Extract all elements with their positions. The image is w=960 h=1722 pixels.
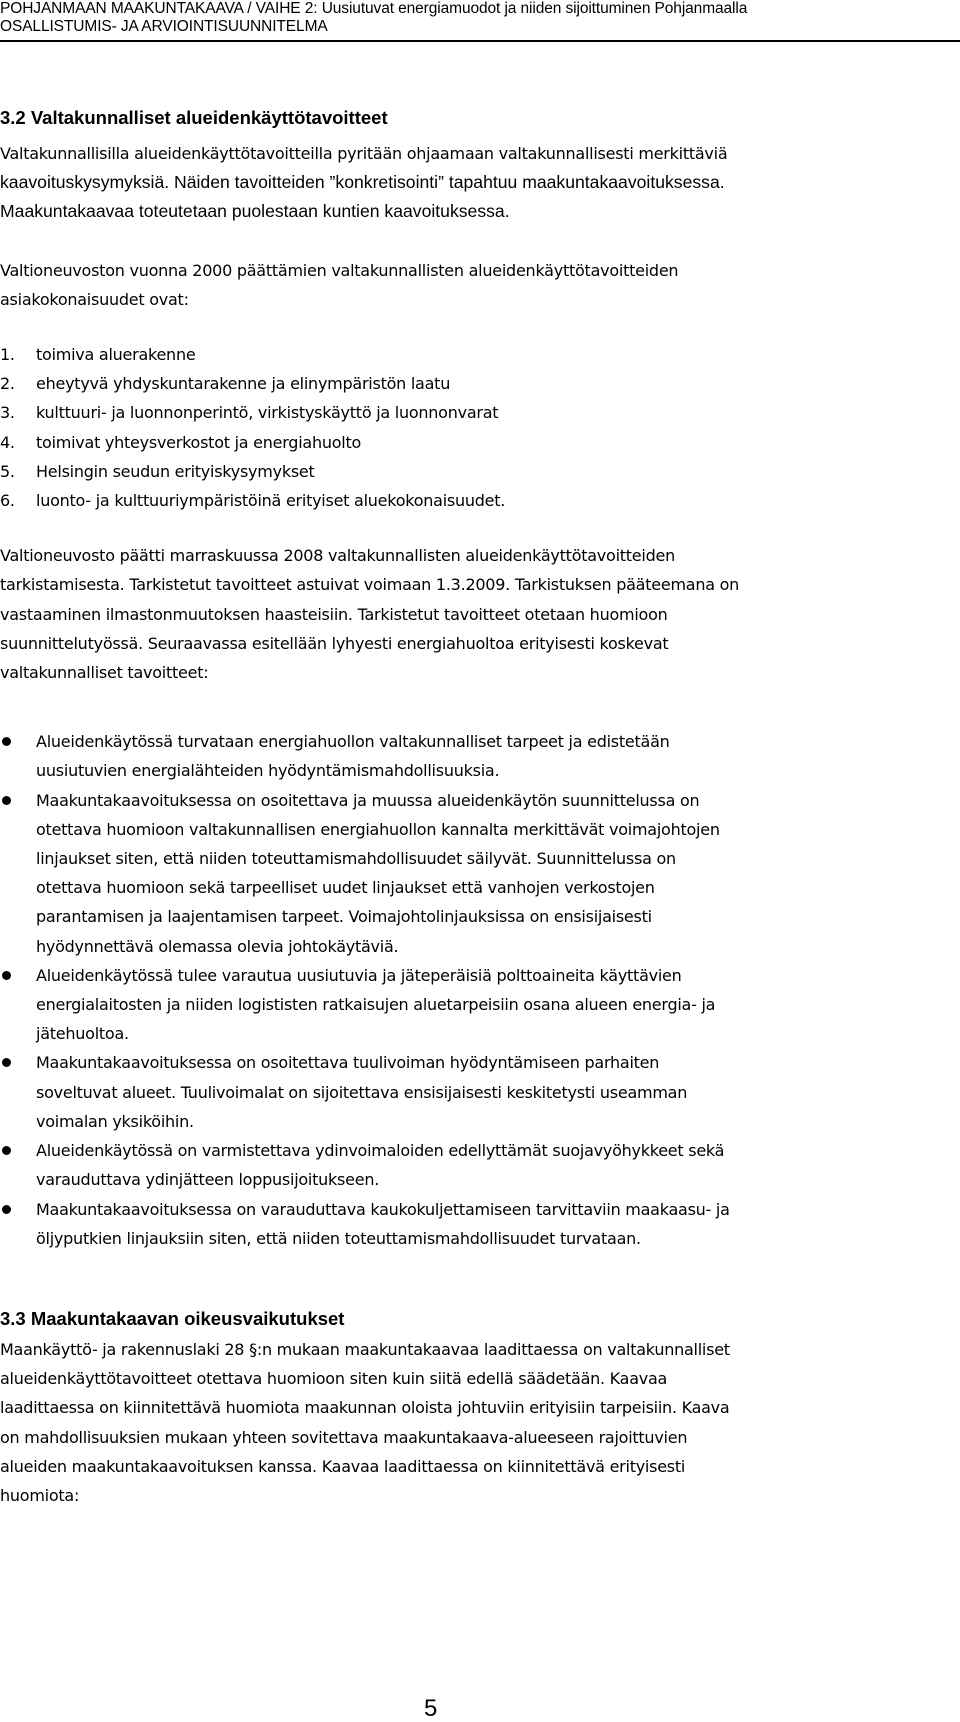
list-item-text: toimiva aluerakenne xyxy=(36,345,196,365)
paragraph-line: laadittaessa on kiinnitettävä huomiota maakunnan oloista johtuviin erityisiin tarpeisiin. Kaava xyxy=(0,1398,730,1418)
section-3-2-para2 xyxy=(0,256,940,314)
bullet-icon xyxy=(2,1146,11,1155)
bullet-item xyxy=(0,786,940,961)
bullet-line: Maakuntakaavoituksessa on varauduttava kaukokuljettamiseen tarvittaviin maakaasu- ja xyxy=(36,1199,730,1219)
section-3-3-heading: 3.3 Maakuntakaavan oikeusvaikutukset xyxy=(0,1307,345,1329)
paragraph-line: suunnittelutyössä. Seuraavassa esitellään lyhyesti energiahuoltoa erityisesti koskevat xyxy=(0,633,669,653)
bullet-line: Alueidenkäytössä tulee varautua uusiutuvia ja jäteperäisiä polttoaineita käyttävien xyxy=(36,965,682,985)
bullet-item xyxy=(0,1195,940,1253)
list-number: 1. xyxy=(0,345,15,365)
bullet-line: otettava huomioon sekä tarpeelliset uudet linjaukset että vanhojen verkostojen xyxy=(36,878,655,898)
list-number: 3. xyxy=(0,403,15,423)
section-3-2-para3 xyxy=(0,541,940,687)
section-3-2-heading: 3.2 Valtakunnalliset alueidenkäyttötavoitteet xyxy=(0,107,388,128)
bullet-line: otettava huomioon valtakunnallisen energiahuollon kannalta merkittävät voimajohtojen xyxy=(36,819,720,839)
bullet-line: soveltuvat alueet. Tuulivoimalat on sijoitettava ensisijaisesti keskitetysti useamman xyxy=(36,1082,688,1102)
bullet-line: parantamisen ja laajentamisen tarpeet. Voimajohtolinjauksissa on ensisijaisesti xyxy=(36,907,652,927)
bullet-line: öljyputkien linjauksiin siten, että niiden toteuttamismahdollisuudet turvataan. xyxy=(36,1228,641,1248)
bullet-icon xyxy=(2,796,11,805)
bullet-line: hyödynnettävä olemassa olevia johtokäytäviä. xyxy=(36,936,399,956)
bullet-line: Alueidenkäytössä turvataan energiahuollon valtakunnalliset tarpeet ja edistetään xyxy=(36,732,670,752)
bullet-line: jätehuoltoa. xyxy=(36,1024,129,1044)
list-item xyxy=(0,340,940,369)
bullet-line: uusiutuvien energialähteiden hyödyntämismahdollisuuksia. xyxy=(36,761,500,781)
bullet-line: voimalan yksiköihin. xyxy=(36,1111,194,1131)
list-item-text: toimivat yhteysverkostot ja energiahuolto xyxy=(36,432,362,452)
paragraph-line: Maankäyttö- ja rakennuslaki 28 §:n mukaan maakuntakaavaa laadittaessa on valtakunnalliset xyxy=(0,1339,730,1359)
bullet-icon xyxy=(2,1058,11,1067)
header-title: POHJANMAAN MAAKUNTAKAAVA / VAIHE 2: Uusiutuvat energiamuodot ja niiden sijoittuminen Pohjanmaalla xyxy=(0,0,748,17)
list-item-text: kulttuuri- ja luonnonperintö, virkistyskäyttö ja luonnonvarat xyxy=(36,403,499,423)
section-3-2-intro xyxy=(0,139,940,227)
paragraph-line: kaavoituskysymyksiä. Näiden tavoitteiden ”konkretisointi” tapahtuu maakuntakaavoituksessa. xyxy=(0,172,725,193)
bullet-line: Maakuntakaavoituksessa on osoitettava tuulivoiman hyödyntämiseen parhaiten xyxy=(36,1053,660,1073)
list-number: 2. xyxy=(0,374,15,394)
list-item xyxy=(0,457,940,486)
list-item-text: eheytyvä yhdyskuntarakenne ja elinympäristön laatu xyxy=(36,374,451,394)
section-3-3-body xyxy=(0,1335,940,1510)
list-number: 4. xyxy=(0,432,15,452)
paragraph-line: valtakunnalliset tavoitteet: xyxy=(0,663,209,683)
paragraph-line: alueidenkäyttötavoitteet otettava huomioon siten kuin siitä edellä säädetään. Kaavaa xyxy=(0,1369,668,1389)
paragraph-line: Valtioneuvoston vuonna 2000 päättämien valtakunnallisten alueidenkäyttötavoitteiden xyxy=(0,260,679,280)
bullet-item xyxy=(0,961,940,1049)
list-number: 5. xyxy=(0,461,15,481)
paragraph-line: vastaaminen ilmastonmuutoksen haasteisiin. Tarkistetut tavoitteet otetaan huomioon xyxy=(0,604,668,624)
list-number: 6. xyxy=(0,491,15,511)
bullet-line: varauduttava ydinjätteen loppusijoitukseen. xyxy=(36,1170,380,1190)
bullet-item xyxy=(0,727,940,785)
paragraph-line: tarkistamisesta. Tarkistetut tavoitteet astuivat voimaan 1.3.2009. Tarkistuksen pääteemana on xyxy=(0,575,740,595)
paragraph-line: asiakokonaisuudet ovat: xyxy=(0,289,189,309)
document-body xyxy=(0,108,940,1510)
bullet-list xyxy=(0,727,940,1253)
bullet-icon xyxy=(2,737,11,746)
paragraph-line: Valtakunnallisilla alueidenkäyttötavoitteilla pyritään ohjaamaan valtakunnallisesti merkittäviä xyxy=(0,144,728,163)
bullet-icon xyxy=(2,971,11,980)
paragraph-line: huomiota: xyxy=(0,1485,80,1505)
numbered-list xyxy=(0,340,940,515)
paragraph-line: Valtioneuvosto päätti marraskuussa 2008 valtakunnallisten alueidenkäyttötavoitteiden xyxy=(0,546,675,566)
paragraph-line: on mahdollisuuksien mukaan yhteen sovitettava maakuntakaava-alueeseen rajoittuvien xyxy=(0,1427,688,1447)
list-item-text: Helsingin seudun erityiskysymykset xyxy=(36,461,315,481)
bullet-item xyxy=(0,1048,940,1136)
page-number: 5 xyxy=(424,1695,438,1722)
list-item xyxy=(0,398,940,427)
paragraph-line: alueiden maakuntakaavoituksen kanssa. Kaavaa laadittaessa on kiinnitettävä erityisesti xyxy=(0,1456,686,1476)
header-subtitle: OSALLISTUMIS- JA ARVIOINTISUUNNITELMA xyxy=(0,18,328,35)
list-item xyxy=(0,369,940,398)
bullet-line: Alueidenkäytössä on varmistettava ydinvoimaloiden edellyttämät suojavyöhykkeet sekä xyxy=(36,1141,725,1161)
bullet-line: linjaukset siten, että niiden toteuttamismahdollisuudet säilyvät. Suunnittelussa on xyxy=(36,849,676,869)
list-item-text: luonto- ja kulttuuriympäristöinä erityiset aluekokonaisuudet. xyxy=(36,491,506,511)
list-item xyxy=(0,428,940,457)
page-header xyxy=(0,0,960,42)
bullet-line: Maakuntakaavoituksessa on osoitettava ja muussa alueidenkäytön suunnittelussa on xyxy=(36,790,700,810)
paragraph-line: Maakuntakaavaa toteutetaan puolestaan kuntien kaavoituksessa. xyxy=(0,201,510,222)
bullet-line: energialaitosten ja niiden logististen ratkaisujen aluetarpeisiin osana alueen energia- ja xyxy=(36,995,716,1015)
bullet-icon xyxy=(2,1205,11,1214)
bullet-item xyxy=(0,1136,940,1194)
list-item xyxy=(0,486,940,515)
